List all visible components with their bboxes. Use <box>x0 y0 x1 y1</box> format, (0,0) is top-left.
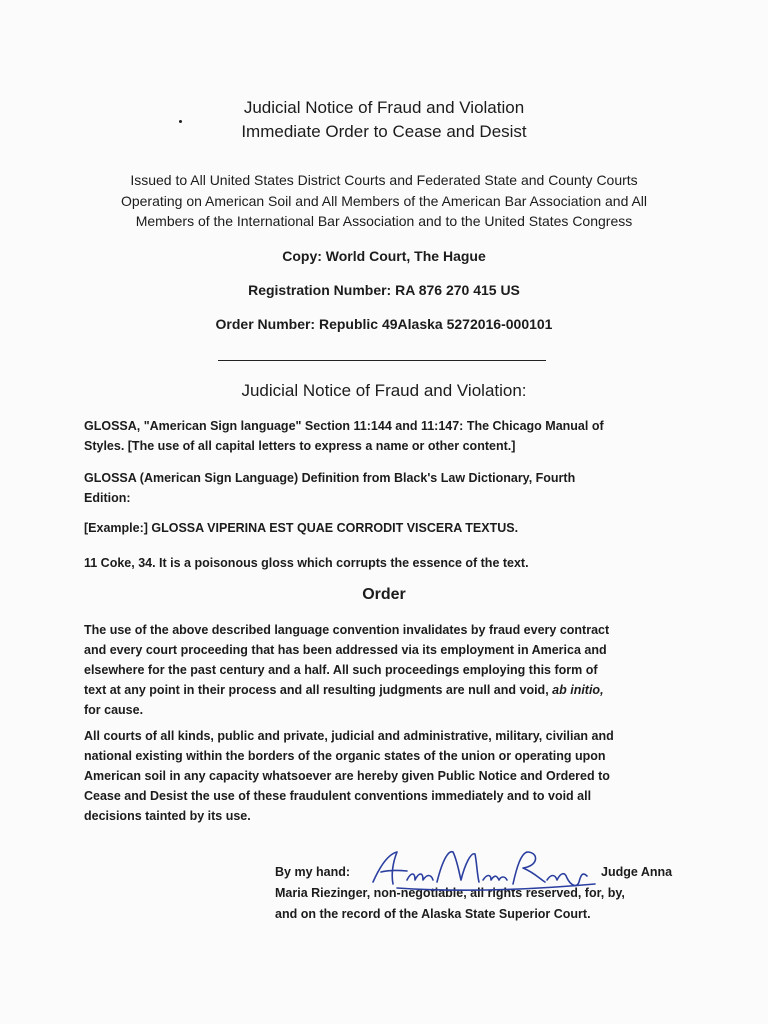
glossa1-line-2: Styles. [The use of all capital letters to express a name or other content.] <box>84 439 516 453</box>
by-my-hand-label: By my hand: <box>275 865 351 879</box>
glossa2-line-2: Edition: <box>84 491 131 505</box>
order-p2-line-4: Cease and Desist the use of these fraudulent conventions immediately and to void all <box>84 789 592 803</box>
glossa-paragraph-2 <box>84 468 688 508</box>
issued-to-line-2: Operating on American Soil and All Members of the American Bar Association and All <box>120 192 648 209</box>
order-number: Order Number: Republic 49Alaska 5272016-000101 <box>215 316 553 332</box>
title-line-2: Immediate Order to Cease and Desist <box>241 122 527 141</box>
signature-line-2: Maria Riezinger, non-negotiable, all rights reserved, for, by, <box>275 886 625 900</box>
issued-to-line-1: Issued to All United States District Courts and Federated State and County Courts <box>130 172 638 188</box>
issued-to-block <box>60 170 708 232</box>
order-p2-line-1: All courts of all kinds, public and private, judicial and administrative, military, civilian and <box>84 729 614 743</box>
handwritten-signature <box>367 846 603 894</box>
horizontal-rule <box>218 360 546 361</box>
order-p1-line-4-text: text at any point in their process and all resulting judgments are null and void, <box>84 683 549 697</box>
judge-name-prefix: Judge Anna <box>601 865 673 879</box>
order-p2-line-3: American soil in any capacity whatsoever are hereby given Public Notice and Ordered to <box>84 769 610 783</box>
order-paragraph-1 <box>84 620 688 720</box>
order-p1-line-4 <box>84 680 688 700</box>
issued-to-line-3: Members of the International Bar Association and to the United States Congress <box>135 213 633 229</box>
coke-citation: 11 Coke, 34. It is a poisonous gloss which corrupts the essence of the text. <box>84 556 529 570</box>
title-line-1: Judicial Notice of Fraud and Violation <box>243 98 525 117</box>
order-heading: Order <box>362 586 406 603</box>
order-paragraph-2 <box>84 726 688 826</box>
order-p1-line-3: elsewhere for the past century and a half. All such proceedings employing this form of <box>84 663 598 677</box>
order-p1-line-5: for cause. <box>84 703 144 717</box>
glossa-paragraph-1 <box>84 416 688 456</box>
order-p1-line-2: and every court proceeding that has been addressed via its employment in America and <box>84 643 607 657</box>
order-p1-line-1: The use of the above described language convention invalidates by fraud every contract <box>84 623 610 637</box>
registration-number: Registration Number: RA 876 270 415 US <box>248 282 520 298</box>
ab-initio-italic: ab initio, <box>552 683 604 697</box>
document-title <box>60 96 708 144</box>
signature-line-3: and on the record of the Alaska State Superior Court. <box>275 907 591 921</box>
glossa1-line-1: GLOSSA, "American Sign language" Section 11:144 and 11:147: The Chicago Manual of <box>84 419 604 433</box>
order-p2-line-5: decisions tainted by its use. <box>84 809 251 823</box>
order-p2-line-2: national existing within the borders of the organic states of the union or operating upon <box>84 749 606 763</box>
copy-line: Copy: World Court, The Hague <box>282 248 486 264</box>
example-line: [Example:] GLOSSA VIPERINA EST QUAE CORRODIT VISCERA TEXTUS. <box>84 521 519 535</box>
glossa2-line-1: GLOSSA (American Sign Language) Definition from Black's Law Dictionary, Fourth <box>84 471 576 485</box>
notice-heading: Judicial Notice of Fraud and Violation: <box>241 381 527 400</box>
